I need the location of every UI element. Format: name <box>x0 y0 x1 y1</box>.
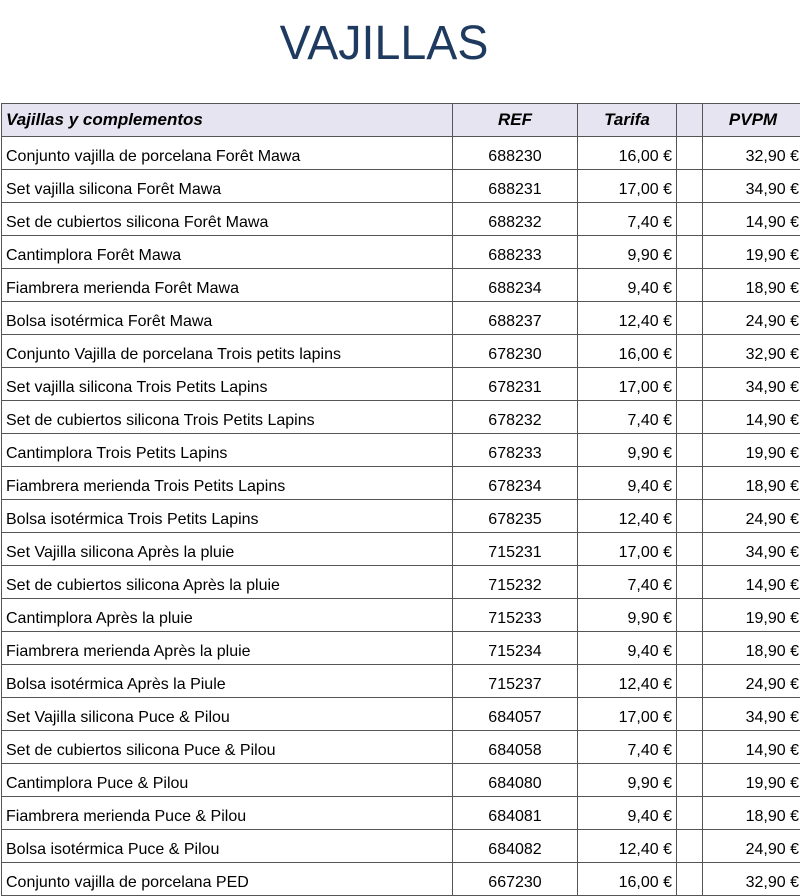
pvpm-cell: 24,90 € <box>703 830 800 863</box>
pvpm-cell: 24,90 € <box>703 302 800 335</box>
table-header-row <box>2 104 800 137</box>
ref-cell: 678235 <box>453 500 578 533</box>
spacer-cell <box>677 467 703 500</box>
tarifa-cell: 12,40 € <box>578 665 677 698</box>
table-row <box>2 632 800 665</box>
spacer-cell <box>677 599 703 632</box>
tarifa-cell: 9,40 € <box>578 632 677 665</box>
pvpm-cell: 14,90 € <box>703 401 800 434</box>
tarifa-cell: 16,00 € <box>578 863 677 896</box>
product-name-cell: Cantimplora Après la pluie <box>2 599 453 632</box>
spacer-cell <box>677 302 703 335</box>
product-name-cell: Set de cubiertos silicona Puce & Pilou <box>2 731 453 764</box>
ref-cell: 688232 <box>453 203 578 236</box>
tarifa-cell: 7,40 € <box>578 203 677 236</box>
ref-cell: 667230 <box>453 863 578 896</box>
table-row <box>2 566 800 599</box>
product-name-cell: Bolsa isotérmica Trois Petits Lapins <box>2 500 453 533</box>
ref-cell: 715233 <box>453 599 578 632</box>
ref-cell: 684080 <box>453 764 578 797</box>
spacer-cell <box>677 137 703 170</box>
spacer-cell <box>677 269 703 302</box>
pvpm-cell: 24,90 € <box>703 500 800 533</box>
column-header-ref: REF <box>453 104 578 137</box>
ref-cell: 678230 <box>453 335 578 368</box>
table-row <box>2 764 800 797</box>
product-name-cell: Bolsa isotérmica Puce & Pilou <box>2 830 453 863</box>
table-row <box>2 335 800 368</box>
pvpm-cell: 24,90 € <box>703 665 800 698</box>
tarifa-cell: 9,90 € <box>578 434 677 467</box>
table-row <box>2 269 800 302</box>
table-row <box>2 302 800 335</box>
table-body <box>2 137 800 896</box>
spacer-cell <box>677 434 703 467</box>
table-row <box>2 137 800 170</box>
tarifa-cell: 17,00 € <box>578 170 677 203</box>
table-row <box>2 599 800 632</box>
pvpm-cell: 14,90 € <box>703 731 800 764</box>
spacer-cell <box>677 566 703 599</box>
column-header-pvpm: PVPM <box>703 104 800 137</box>
tarifa-cell: 12,40 € <box>578 830 677 863</box>
pvpm-cell: 19,90 € <box>703 434 800 467</box>
pvpm-cell: 34,90 € <box>703 368 800 401</box>
product-name-cell: Fiambrera merienda Puce & Pilou <box>2 797 453 830</box>
table-row <box>2 863 800 896</box>
ref-cell: 688230 <box>453 137 578 170</box>
tarifa-cell: 9,40 € <box>578 269 677 302</box>
product-name-cell: Cantimplora Puce & Pilou <box>2 764 453 797</box>
page-title: VAJILLAS <box>12 16 757 71</box>
tarifa-cell: 17,00 € <box>578 533 677 566</box>
product-name-cell: Fiambrera merienda Après la pluie <box>2 632 453 665</box>
pvpm-cell: 34,90 € <box>703 698 800 731</box>
spacer-cell <box>677 368 703 401</box>
table-row <box>2 401 800 434</box>
spacer-cell <box>677 731 703 764</box>
spacer-cell <box>677 533 703 566</box>
product-name-cell: Set vajilla silicona Forêt Mawa <box>2 170 453 203</box>
spacer-cell <box>677 203 703 236</box>
column-header-spacer <box>677 104 703 137</box>
ref-cell: 684057 <box>453 698 578 731</box>
ref-cell: 678233 <box>453 434 578 467</box>
product-name-cell: Bolsa isotérmica Forêt Mawa <box>2 302 453 335</box>
tarifa-cell: 9,40 € <box>578 467 677 500</box>
ref-cell: 715237 <box>453 665 578 698</box>
ref-cell: 678234 <box>453 467 578 500</box>
table-row <box>2 368 800 401</box>
table-row <box>2 797 800 830</box>
tarifa-cell: 9,90 € <box>578 599 677 632</box>
ref-cell: 715232 <box>453 566 578 599</box>
pvpm-cell: 14,90 € <box>703 566 800 599</box>
product-name-cell: Set de cubiertos silicona Forêt Mawa <box>2 203 453 236</box>
product-name-cell: Cantimplora Forêt Mawa <box>2 236 453 269</box>
ref-cell: 684082 <box>453 830 578 863</box>
price-table <box>1 103 800 896</box>
ref-cell: 715234 <box>453 632 578 665</box>
ref-cell: 688234 <box>453 269 578 302</box>
tarifa-cell: 7,40 € <box>578 401 677 434</box>
spacer-cell <box>677 236 703 269</box>
pvpm-cell: 34,90 € <box>703 170 800 203</box>
ref-cell: 678232 <box>453 401 578 434</box>
table-row <box>2 698 800 731</box>
column-header-name: Vajillas y complementos <box>2 104 453 137</box>
product-name-cell: Fiambrera merienda Trois Petits Lapins <box>2 467 453 500</box>
pvpm-cell: 18,90 € <box>703 632 800 665</box>
tarifa-cell: 9,90 € <box>578 764 677 797</box>
product-name-cell: Conjunto Vajilla de porcelana Trois petits lapins <box>2 335 453 368</box>
pvpm-cell: 19,90 € <box>703 764 800 797</box>
pvpm-cell: 32,90 € <box>703 137 800 170</box>
product-name-cell: Set Vajilla silicona Puce & Pilou <box>2 698 453 731</box>
ref-cell: 688233 <box>453 236 578 269</box>
tarifa-cell: 7,40 € <box>578 731 677 764</box>
ref-cell: 688237 <box>453 302 578 335</box>
table-row <box>2 467 800 500</box>
spacer-cell <box>677 665 703 698</box>
product-name-cell: Cantimplora Trois Petits Lapins <box>2 434 453 467</box>
pvpm-cell: 34,90 € <box>703 533 800 566</box>
spacer-cell <box>677 170 703 203</box>
tarifa-cell: 16,00 € <box>578 137 677 170</box>
tarifa-cell: 12,40 € <box>578 302 677 335</box>
ref-cell: 684058 <box>453 731 578 764</box>
pvpm-cell: 18,90 € <box>703 467 800 500</box>
table-row <box>2 170 800 203</box>
tarifa-cell: 7,40 € <box>578 566 677 599</box>
spacer-cell <box>677 830 703 863</box>
spacer-cell <box>677 863 703 896</box>
pvpm-cell: 14,90 € <box>703 203 800 236</box>
product-name-cell: Set vajilla silicona Trois Petits Lapins <box>2 368 453 401</box>
table-row <box>2 731 800 764</box>
ref-cell: 678231 <box>453 368 578 401</box>
spacer-cell <box>677 764 703 797</box>
ref-cell: 684081 <box>453 797 578 830</box>
product-name-cell: Set Vajilla silicona Après la pluie <box>2 533 453 566</box>
table-row <box>2 500 800 533</box>
column-header-tarifa: Tarifa <box>578 104 677 137</box>
product-name-cell: Conjunto vajilla de porcelana Forêt Mawa <box>2 137 453 170</box>
product-name-cell: Set de cubiertos silicona Après la pluie <box>2 566 453 599</box>
spacer-cell <box>677 500 703 533</box>
pvpm-cell: 19,90 € <box>703 236 800 269</box>
tarifa-cell: 17,00 € <box>578 698 677 731</box>
ref-cell: 715231 <box>453 533 578 566</box>
spacer-cell <box>677 335 703 368</box>
spacer-cell <box>677 698 703 731</box>
tarifa-cell: 12,40 € <box>578 500 677 533</box>
table-row <box>2 203 800 236</box>
pvpm-cell: 32,90 € <box>703 335 800 368</box>
pvpm-cell: 32,90 € <box>703 863 800 896</box>
spacer-cell <box>677 401 703 434</box>
product-name-cell: Fiambrera merienda Forêt Mawa <box>2 269 453 302</box>
table-row <box>2 830 800 863</box>
tarifa-cell: 9,90 € <box>578 236 677 269</box>
spacer-cell <box>677 632 703 665</box>
pvpm-cell: 18,90 € <box>703 797 800 830</box>
table-row <box>2 665 800 698</box>
product-name-cell: Set de cubiertos silicona Trois Petits Lapins <box>2 401 453 434</box>
tarifa-cell: 17,00 € <box>578 368 677 401</box>
table-row <box>2 236 800 269</box>
spacer-cell <box>677 797 703 830</box>
tarifa-cell: 9,40 € <box>578 797 677 830</box>
product-name-cell: Conjunto vajilla de porcelana PED <box>2 863 453 896</box>
tarifa-cell: 16,00 € <box>578 335 677 368</box>
pvpm-cell: 19,90 € <box>703 599 800 632</box>
ref-cell: 688231 <box>453 170 578 203</box>
table-row <box>2 434 800 467</box>
pvpm-cell: 18,90 € <box>703 269 800 302</box>
product-name-cell: Bolsa isotérmica Après la Piule <box>2 665 453 698</box>
table-row <box>2 533 800 566</box>
